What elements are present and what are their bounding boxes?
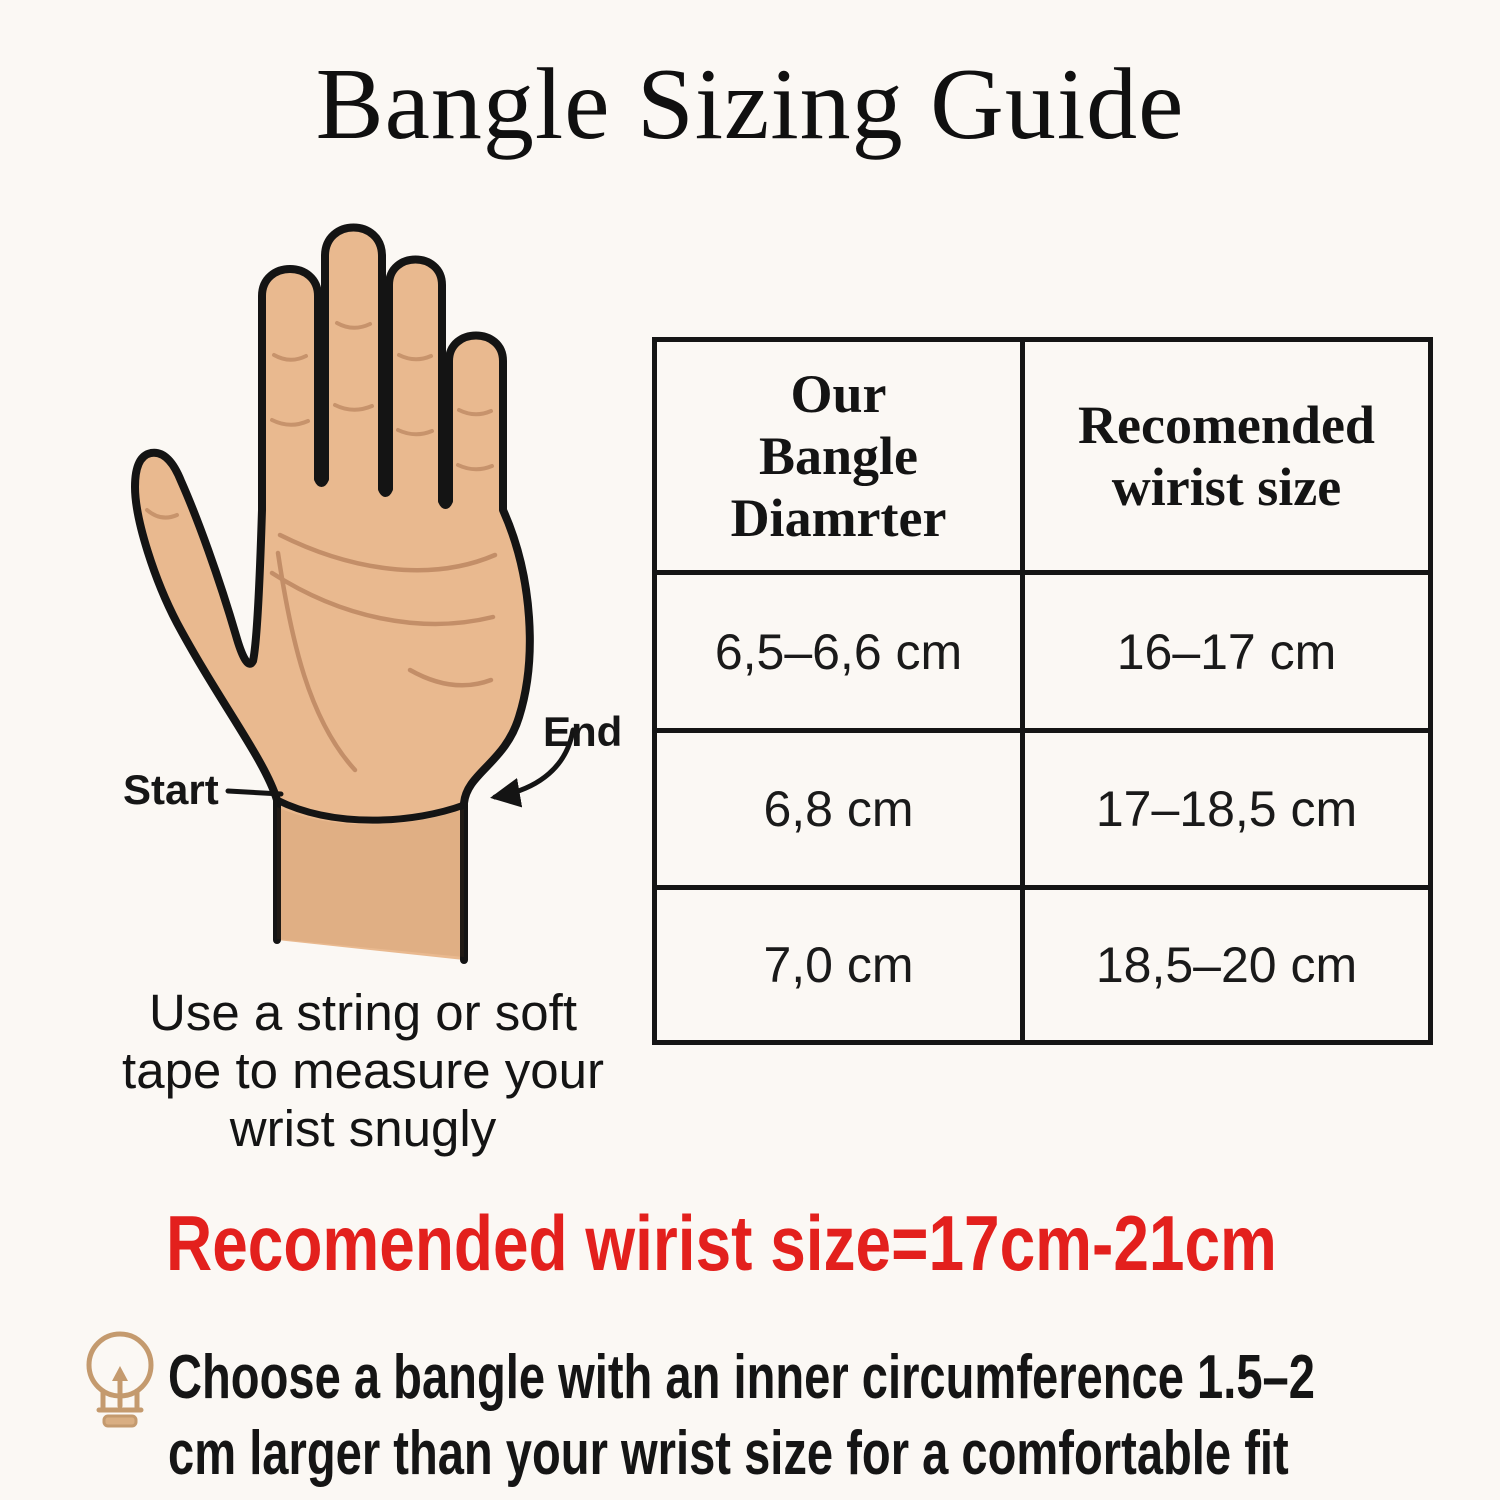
recommended-size-note: Recomended wirist size=17cm-21cm xyxy=(166,1199,1277,1287)
wrist-shading xyxy=(277,807,464,957)
tip-text xyxy=(168,1340,1500,1492)
lightbulb-arrow xyxy=(112,1366,128,1381)
bangle-diameter-value-row-3: 7,0 cm xyxy=(657,890,1025,1040)
measurement-caption xyxy=(77,984,649,1158)
end-label: End xyxy=(543,708,623,755)
wrist-size-value-row-1: 16–17 cm xyxy=(1025,575,1428,733)
header-wrist-size-line-1: Recomended xyxy=(1078,395,1375,455)
wrist-size-value-row-3: 18,5–20 cm xyxy=(1095,937,1358,993)
lightbulb-base xyxy=(104,1416,136,1426)
measurement-caption-line-2: tape to measure your xyxy=(122,1042,604,1099)
start-pointer-line xyxy=(228,791,281,794)
tip-text-line-2: cm larger than your wrist size for a comfortable fit xyxy=(168,1419,1289,1488)
header-bangle-diameter-line-1: Our xyxy=(790,364,887,424)
bangle-diameter-value-row-2: 6,8 cm xyxy=(657,733,1025,890)
sizing-table xyxy=(652,337,1433,1045)
tip-text-line-1: Choose a bangle with an inner circumference 1.5–2 xyxy=(168,1343,1315,1412)
header-wrist-size-line-2: wirist size xyxy=(1111,457,1342,517)
header-cell-bangle-diameter xyxy=(657,342,1025,575)
measurement-caption-line-3: wrist snugly xyxy=(229,1100,497,1157)
header-cell-wrist-size xyxy=(1025,342,1428,575)
hand-illustration xyxy=(95,215,665,975)
measurement-caption-line-1: Use a string or soft xyxy=(149,984,577,1041)
lightbulb-icon xyxy=(80,1328,160,1430)
bangle-diameter-value-row-1: 6,5–6,6 cm xyxy=(657,575,1025,733)
wrist-size-value-row-2: 17–18,5 cm xyxy=(1025,733,1428,890)
page-title: Bangle Sizing Guide xyxy=(315,48,1185,161)
start-label: Start xyxy=(123,766,219,813)
header-bangle-diameter-line-2: Bangle xyxy=(758,426,919,486)
header-bangle-diameter-line-3: Diamrter xyxy=(730,488,947,548)
